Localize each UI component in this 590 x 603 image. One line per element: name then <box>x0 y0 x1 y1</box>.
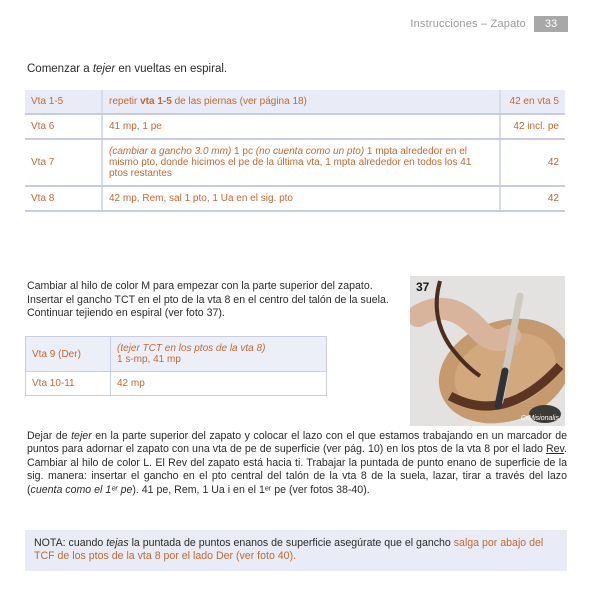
para-em: tejer <box>71 430 92 442</box>
photo-watermark: CrMisionalis <box>520 415 559 422</box>
header-title: Instrucciones – Zapato <box>410 18 526 30</box>
instr-text: 1 pc <box>231 146 256 157</box>
round-instruction <box>111 337 327 372</box>
instructions-table-1 <box>25 90 565 212</box>
intro-pre: Comenzar a <box>27 63 93 75</box>
table-row <box>26 337 327 372</box>
stitch-count: 42 <box>500 186 565 211</box>
note-text: NOTA: cuando <box>34 537 107 549</box>
para-text: en la parte superior del zapato y colocar el lazo con el que estamos trabajando en un marcador de puntos para adornar el zapato con una vta de pe de superficie (ver pág. 10) en los ptos de la vta 8 por el lado <box>27 430 567 456</box>
note-box <box>25 530 567 571</box>
instr-text: repetir <box>109 96 141 107</box>
instructions-table-2 <box>25 336 327 396</box>
page-header <box>410 16 568 32</box>
table-row <box>26 372 327 396</box>
page-number: 33 <box>534 16 568 32</box>
instr-text: de las piernas (ver página 18) <box>171 96 307 107</box>
round-label: Vta 7 <box>25 139 102 186</box>
note-text: la puntada de puntos enanos de superficie asegúrate que el gancho <box>128 537 454 549</box>
round-instruction <box>102 139 500 186</box>
intro-post: en vueltas en espiral. <box>115 63 228 75</box>
stitch-count: 42 incl. pe <box>500 114 565 139</box>
table-row <box>25 90 565 114</box>
round-label: Vta 9 (Der) <box>26 337 111 372</box>
note-em: tejas <box>106 537 129 549</box>
round-instruction: 42 mp, Rem, sal 1 pto, 1 Ua en el sig. pto <box>102 186 500 211</box>
instr-em: (cambiar a gancho 3.0 mm) <box>109 146 232 157</box>
instr-em: (no cuenta como un pto) <box>255 146 365 157</box>
note-highlight: Der (ver foto 40). <box>215 550 297 563</box>
para-underline: Rev <box>545 443 565 456</box>
round-label: Vta 8 <box>25 186 102 211</box>
table-row <box>25 186 565 211</box>
instr-bold: vta 1-5 <box>140 96 172 107</box>
round-label: Vta 10-11 <box>26 372 111 396</box>
instr-em: (tejer TCT en los ptos de la vta 8) <box>117 343 266 354</box>
round-label: Vta 1-5 <box>25 90 102 114</box>
photo-37 <box>410 276 565 426</box>
round-instruction: 41 mp, 1 pe <box>102 114 500 139</box>
para-text: ). 41 pe, Rem, 1 Ua i en el 1ᵉʳ pe (ver fotos 38-40). <box>132 483 370 496</box>
para-text: Dejar de <box>27 430 72 442</box>
table-row <box>25 114 565 139</box>
paragraph-surface-chain <box>27 430 567 497</box>
round-instruction <box>102 90 500 114</box>
note-highlight: salga por abajo del TCF de los ptos de la vta 8 por el lado <box>34 537 544 563</box>
para-em: cuenta como el 1ᵉʳ pe <box>30 483 133 496</box>
instr-text: 1 s-mp, 41 mp <box>117 354 181 365</box>
round-label: Vta 6 <box>25 114 102 139</box>
round-instruction: 42 mp <box>111 372 327 396</box>
photo-number: 37 <box>416 280 430 294</box>
table-row <box>25 139 565 186</box>
instr-text: 1 mpta alrededor en el mismo pto, donde hicimos el pe de la última vta, 1 mpta alrededor en todos los 41 ptos restantes <box>109 146 472 179</box>
paragraph-change-color: Cambiar al hilo de color M para empezar con la parte superior del zapato. Insertar el gancho TCT en el pto de la vta 8 en el centro del talón de la suela. Continuar tejiendo en espiral (ver foto 37). <box>27 280 389 319</box>
crochet-photo-illustration <box>410 276 565 426</box>
para-text: . Cambiar al hilo de color L. El Rev del zapato está hacia ti. Trabajar la puntada de punto enano de superficie de la sig. manera: insertar el gancho en el pto central del talón de la vta 8 de la suela, lazar, tirar a través del lazo ( <box>27 443 567 496</box>
stitch-count: 42 en vta 5 <box>500 90 565 114</box>
intro-text <box>27 63 227 75</box>
intro-em: tejer <box>92 63 116 75</box>
stitch-count: 42 <box>500 139 565 186</box>
